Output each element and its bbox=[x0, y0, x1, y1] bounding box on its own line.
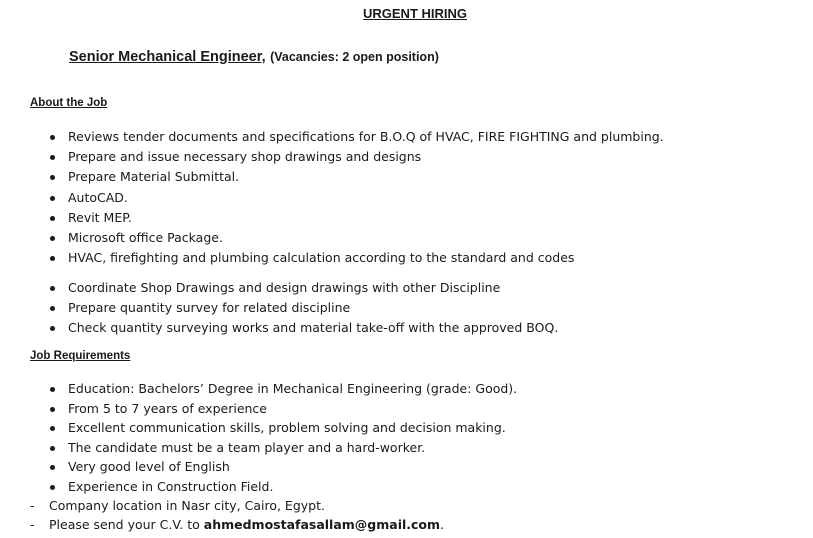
position-separator: , bbox=[261, 49, 266, 65]
location-text: Company location in Nasr city, Cairo, Egypt. bbox=[49, 498, 325, 513]
list-item-text: HVAC, firefighting and plumbing calculation according to the standard and codes bbox=[68, 250, 575, 266]
job-requirements-heading: Job Requirements bbox=[30, 350, 131, 362]
about-job-heading: About the Job bbox=[30, 97, 108, 109]
bullet-icon bbox=[50, 135, 55, 140]
list-item-text: Excellent communication skills, problem solving and decision making. bbox=[68, 420, 506, 436]
bullet-icon bbox=[50, 426, 55, 431]
list-item-text: Check quantity surveying works and material take-off with the approved BOQ. bbox=[68, 319, 559, 335]
list-item-text: From 5 to 7 years of experience bbox=[68, 400, 267, 416]
bullet-icon bbox=[50, 446, 55, 451]
list-item-text: Prepare quantity survey for related discipline bbox=[68, 299, 351, 315]
vacancies-text: (Vacancies: 2 open position) bbox=[270, 50, 439, 64]
list-item-text: Microsoft office Package. bbox=[68, 229, 223, 245]
bullet-icon bbox=[50, 387, 55, 392]
send-cv-suffix: . bbox=[440, 517, 445, 532]
bullet-icon bbox=[50, 256, 55, 261]
bullet-icon bbox=[50, 155, 55, 160]
bullet-icon bbox=[50, 326, 55, 331]
dash-icon: - bbox=[30, 498, 35, 513]
bullet-icon bbox=[50, 465, 55, 470]
bullet-icon bbox=[50, 485, 55, 490]
bullet-icon bbox=[50, 407, 55, 412]
list-item-text: Education: Bachelors’ Degree in Mechanical Engineering (grade: Good). bbox=[68, 381, 518, 396]
list-item-text: Prepare Material Submittal. bbox=[68, 169, 240, 185]
list-item-text: Experience in Construction Field. bbox=[68, 478, 274, 494]
list-item-text: The candidate must be a team player and a hard-worker. bbox=[68, 439, 426, 455]
position-line bbox=[69, 48, 439, 66]
send-cv-text bbox=[49, 515, 444, 534]
send-cv-prefix: Please send your C.V. to bbox=[49, 517, 204, 532]
list-item-text: Revit MEP. bbox=[68, 209, 132, 225]
contact-email[interactable]: ahmedmostafasallam@gmail.com bbox=[203, 517, 441, 532]
list-item-text: Reviews tender documents and specifications for B.O.Q of HVAC, FIRE FIGHTING and plumbing. bbox=[68, 129, 664, 144]
list-item-text: Prepare and issue necessary shop drawings and designs bbox=[68, 149, 422, 165]
document-title: URGENT HIRING bbox=[363, 6, 467, 21]
position-title: Senior Mechanical Engineer bbox=[69, 49, 262, 65]
bullet-icon bbox=[50, 306, 55, 311]
bullet-icon bbox=[50, 236, 55, 241]
bullet-icon bbox=[50, 196, 55, 201]
list-item-text: Very good level of English bbox=[68, 459, 230, 475]
bullet-icon bbox=[50, 216, 55, 221]
dash-icon: - bbox=[30, 517, 35, 532]
bullet-icon bbox=[50, 286, 55, 291]
list-item-text: AutoCAD. bbox=[68, 189, 128, 205]
bullet-icon bbox=[50, 175, 55, 180]
list-item-text: Coordinate Shop Drawings and design drawings with other Discipline bbox=[68, 280, 501, 295]
